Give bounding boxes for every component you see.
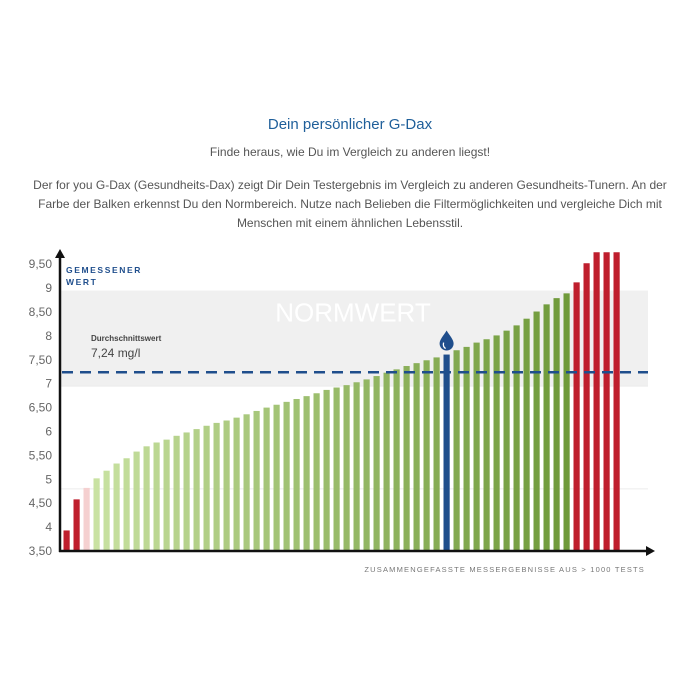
y-tick-label: 5 [45,472,52,487]
y-axis-label-line: GEMESSENER [66,265,142,275]
bar [534,312,540,551]
bar [454,350,460,551]
bar [584,263,590,551]
y-tick-label: 8 [45,328,52,343]
bar [64,530,70,551]
bar [364,379,370,551]
bar [594,252,600,551]
y-tick-label: 6 [45,424,52,439]
bar [494,335,500,551]
bar [244,414,250,551]
bar [604,252,610,551]
y-tick-label: 6,50 [28,400,52,415]
y-tick-label: 7 [45,376,52,391]
y-tick-label: 8,50 [28,305,52,319]
bar [374,376,380,551]
y-axis-label [66,265,142,287]
bar [164,440,170,551]
bar [414,363,420,551]
page-description: Der for you G-Dax (Gesundheits-Dax) zeigt Dir Dein Testergebnis im Vergleich zu anderen Gesundheits-Tunern. An der Farbe der Balken erkennst Du den Normbereich. Nutze nach Belieben die Filtermöglichkeiten und vergleiche Dich mit Menschen mit einem ähnlichen Lebensstil. [33,178,667,230]
bar [294,399,300,551]
bar [394,369,400,551]
bar [284,402,290,551]
bar [344,385,350,551]
average-value: 7,24 mg/l [91,346,141,360]
bar [154,442,160,551]
bar [184,432,190,551]
y-tick-label: 9,50 [28,257,52,272]
x-axis-label: ZUSAMMENGEFASSTE MESSERGEBNISSE AUS > 1000 TESTS [364,565,645,574]
y-axis-ticks [29,257,53,558]
bar [504,331,510,551]
bar [564,293,570,551]
bar [404,366,410,551]
bar [204,426,210,551]
bar [574,282,580,551]
bar [424,360,430,551]
bar [234,418,240,551]
bar [334,388,340,551]
bar [544,304,550,551]
bar [524,319,530,551]
bar [134,452,140,551]
y-tick-label: 7,50 [28,352,52,367]
bar [614,252,620,551]
norm-label: NORMWERT [275,297,431,328]
bar [124,458,130,551]
page-subtitle: Finde heraus, wie Du im Vergleich zu anderen liegst! [209,145,491,159]
y-axis-arrow [55,249,65,258]
y-tick-label: 9 [45,281,52,296]
bar [464,347,470,551]
bar [254,411,260,551]
bar [384,373,390,551]
bar [324,390,330,551]
bar [514,325,520,551]
bar [224,421,230,551]
y-tick-label: 5,50 [28,448,52,463]
bar [94,478,100,551]
bar [74,499,80,551]
bar [144,446,150,551]
bar [474,343,480,551]
bar [174,436,180,551]
y-tick-label: 3,50 [28,544,52,558]
bar [354,382,360,551]
bar [194,429,200,551]
bar [304,396,310,551]
x-axis-arrow [646,546,655,556]
bar [84,488,90,551]
average-label: Durchschnittswert [91,334,162,343]
bar [274,405,280,551]
bar [104,471,110,551]
bar [214,423,220,551]
page-title: Dein persönlicher G-Dax [267,116,433,133]
bar [314,393,320,551]
bar [114,464,120,551]
bar [264,408,270,551]
y-tick-label: 4,50 [28,496,52,511]
bar [554,298,560,551]
y-axis-label-line: WERT [66,277,98,287]
bar [434,357,440,551]
y-tick-label: 4 [45,520,52,535]
bar [444,355,450,551]
